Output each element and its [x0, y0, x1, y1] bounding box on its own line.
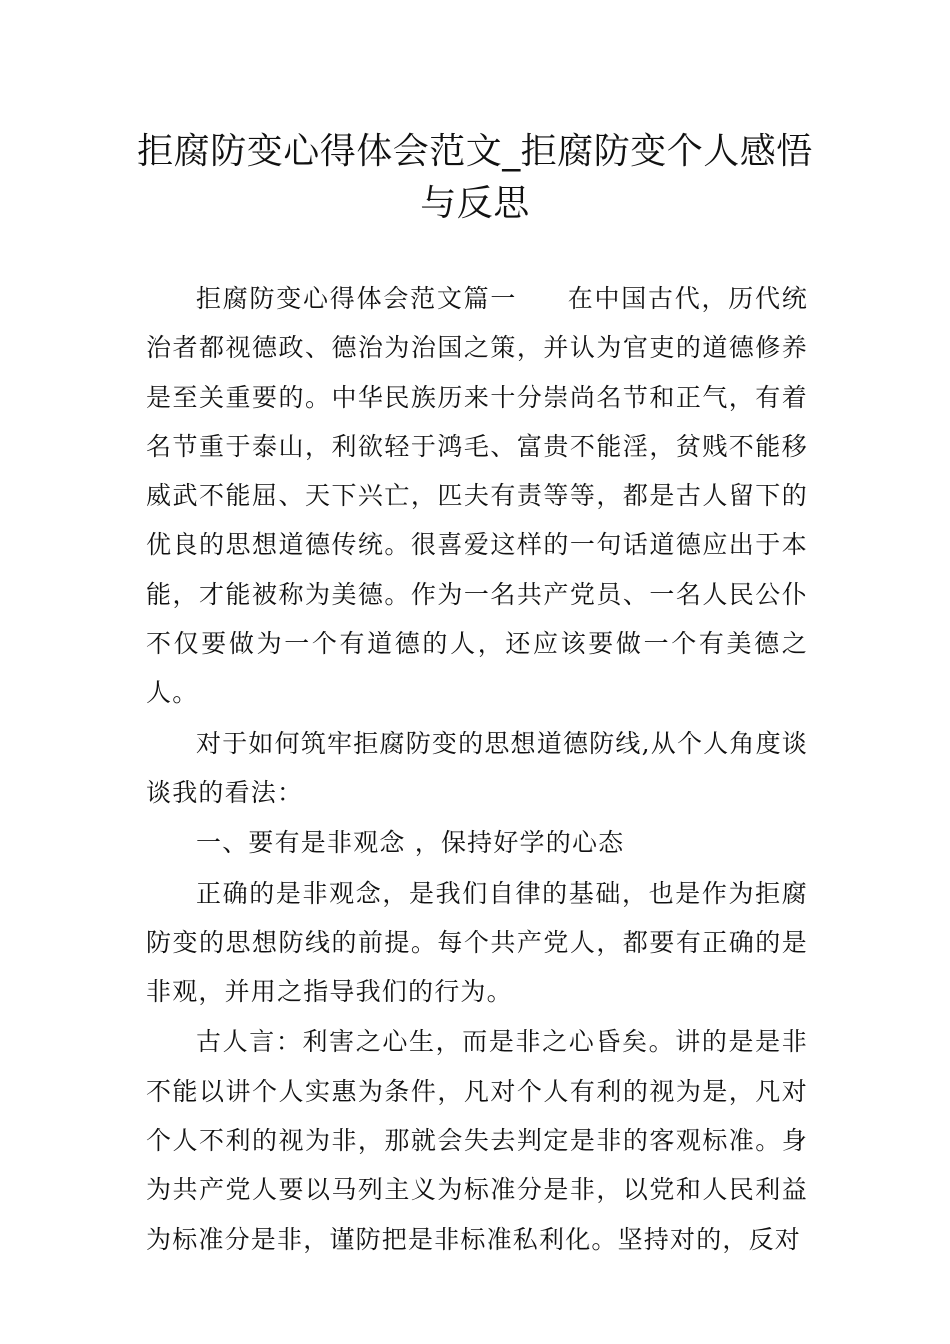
paragraph-4: 古人言：利害之心生，而是非之心昏矣。讲的是是非不能以讲个人实惠为条件，凡对个人有利的视为是，凡对个人不利的视为非，那就会失去判定是非的客观标准。身为共产党人要以马列主义为标准分是非，以党和人民利益为标准分是非，谨防把是非标准私利化。坚持对的，反对 — [146, 1027, 808, 1254]
paragraph-1 — [146, 274, 808, 718]
document-body — [146, 274, 808, 1264]
document-title: 拒腐防变心得体会范文_拒腐防变个人感悟与反思 — [137, 131, 813, 224]
paragraph-1-lead: 拒腐防变心得体会范文篇一 — [196, 284, 518, 313]
paragraph-1-text: 在中国古代，历代统治者都视德政、德治为治国之策，并认为官吏的道德修养是至关重要的。中华民族历来十分崇尚名节和正气，有着名节重于泰山，利欲轻于鸿毛、富贵不能淫，贫贱不能移威武不能屈、天下兴亡，匹夫有责等等，都是古人留下的优良的思想道德传统。很喜爱这样的一句话道德应出于本能，才能被称为美德。作为一名共产党员、一名人民公仆不仅要做为一个有道德的人，还应该要做一个有美德之人。 — [146, 284, 808, 708]
paragraph-2: 对于如何筑牢拒腐防变的思想道德防线,从个人角度谈谈我的看法： — [146, 728, 808, 807]
paragraph-3: 正确的是非观念，是我们自律的基础，也是作为拒腐防变的思想防线的前提。每个共产党人，都要有正确的是非观，并用之指导我们的行为。 — [146, 878, 808, 1007]
section-heading-1: 一、要有是非观念 ，保持好学的心态 — [196, 828, 625, 858]
